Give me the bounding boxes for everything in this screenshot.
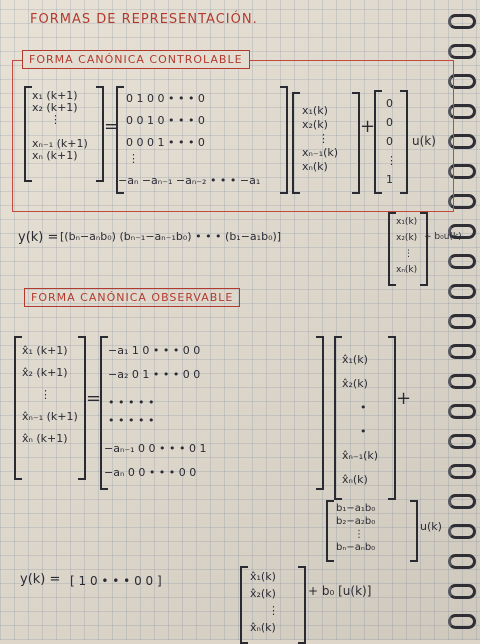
s2-output-row: [ 1 0 • • • 0 0 ] <box>70 574 162 588</box>
s2-output-vector: x̂₁(k) x̂₂(k) ⋮ x̂ₙ(k) <box>250 570 279 634</box>
s1-output-vector: x₁(k) x₂(k) ⋮ xₙ(k) <box>396 217 418 275</box>
s2-output-tail: + b₀ [u(k)] <box>308 584 372 598</box>
s1-xk1-vector: x₁ (k+1) x₂ (k+1) ⋮ xₙ₋₁ (k+1) xₙ (k+1) <box>32 89 88 162</box>
s1-B-vector: 0 0 0 ⋮ 1 <box>386 97 397 186</box>
spiral-binding <box>452 0 480 640</box>
s1-output-lhs: y(k) = <box>18 230 59 245</box>
notebook-page: FORMAS DE REPRESENTACIÓN. FORMA CANÓNICA CONTROLABLE x₁ (k+1) x₂ (k+1) ⋮ xₙ₋₁ (k+1) xₙ (k+1) = 0 1 0 0 • • • 0 0 0 1 0 • • • 0 0 0 0 1 • • • 0 ⋮ −aₙ −aₙ₋₁ −aₙ₋₂ • • • −a₁ x₁(k) x₂(k) ⋮ xₙ₋₁(k) xₙ(k) + 0 0 0 ⋮ 1 u(k) y(k) = [(bₙ−aₙb₀) (bₙ₋₁−aₙ₋₁b₀) • • • (b₁−a₁b₀)] x₁(k) x₂(k) ⋮ xₙ(k) + b₀u(k) FORMA CANÓNICA OBSERVABLE x̂₁ (k+1) x̂₂ (k+1) ⋮ x̂ₙ₋₁ (k+1) x̂ₙ (k+1) = −a₁ 1 0 • • • 0 0 −a₂ 0 1 • • • 0 0 • • • • • • • • • • −aₙ₋₁ 0 0 • • • 0 1 −aₙ 0 0 • • • 0 0 x̂₁(k) x̂₂(k) • • x̂ₙ₋₁(k) x̂ₙ(k) + b₁−a₁b₀ b₂−a₂b₀ ⋮ bₙ−aₙb₀ u(k) y(k) = [ 1 0 • • • 0 0 ] x̂₁(k) x̂₂(k) ⋮ x̂ₙ(k) + b₀ [u(k)] <box>0 0 480 640</box>
s1-xk-vector: x₁(k) x₂(k) ⋮ xₙ₋₁(k) xₙ(k) <box>302 104 339 173</box>
s2-u-input: u(k) <box>420 520 442 533</box>
section2-label: FORMA CANÓNICA OBSERVABLE <box>24 288 240 307</box>
s2-B-vector: b₁−a₁b₀ b₂−a₂b₀ ⋮ bₙ−aₙb₀ <box>336 503 376 553</box>
s1-u-input: u(k) <box>412 134 436 148</box>
s2-output-lhs: y(k) = <box>20 572 61 587</box>
page-title: FORMAS DE REPRESENTACIÓN. <box>30 12 258 27</box>
s1-output-tail: + b₀u(k) <box>424 232 462 242</box>
s2-xk-vector: x̂₁(k) x̂₂(k) • • x̂ₙ₋₁(k) x̂ₙ(k) <box>342 353 379 486</box>
section1-label: FORMA CANÓNICA CONTROLABLE <box>22 50 250 69</box>
s1-output-row: [(bₙ−aₙb₀) (bₙ₋₁−aₙ₋₁b₀) • • • (b₁−a₁b₀)] <box>60 230 282 243</box>
s2-xk1-vector: x̂₁ (k+1) x̂₂ (k+1) ⋮ x̂ₙ₋₁ (k+1) x̂ₙ (k+1) <box>22 344 78 445</box>
